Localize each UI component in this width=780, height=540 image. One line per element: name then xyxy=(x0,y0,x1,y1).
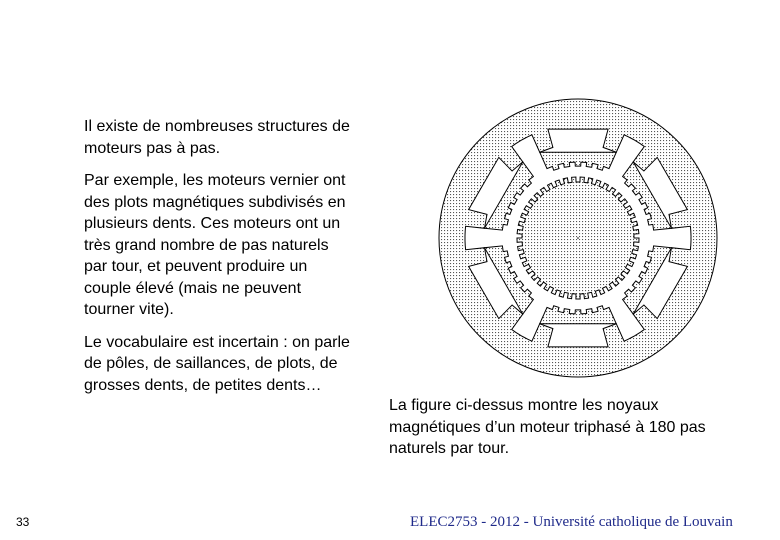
footer-course: ELEC2753 - 2012 - Université catholique de Louvain xyxy=(410,514,733,530)
page-number: 33 xyxy=(16,515,30,529)
paragraph-vocabulary: Le vocabulaire est incertain : on parle de pôles, de saillances, de plots, de grosses dents, de petites dents… xyxy=(84,333,350,394)
stepper-motor-cross-section xyxy=(437,97,719,379)
paragraph-intro: Il existe de nombreuses structures de moteurs pas à pas. xyxy=(84,118,350,157)
shaft-center-mark xyxy=(577,237,579,239)
figure-caption: La figure ci-dessus montre les noyaux magnétiques d’un moteur triphasé à 180 pas naturels par tour. xyxy=(389,397,706,457)
slide-body-text xyxy=(84,116,354,406)
motor-drawing xyxy=(439,99,717,377)
paragraph-vernier: Par exemple, les moteurs vernier ont des plots magnétiques subdivisés en plusieurs dents. Ces moteurs ont un très grand nombre de pas naturels par tour, et peuvent produire un couple élevé (mais ne peuvent tourner vite). xyxy=(84,172,346,318)
